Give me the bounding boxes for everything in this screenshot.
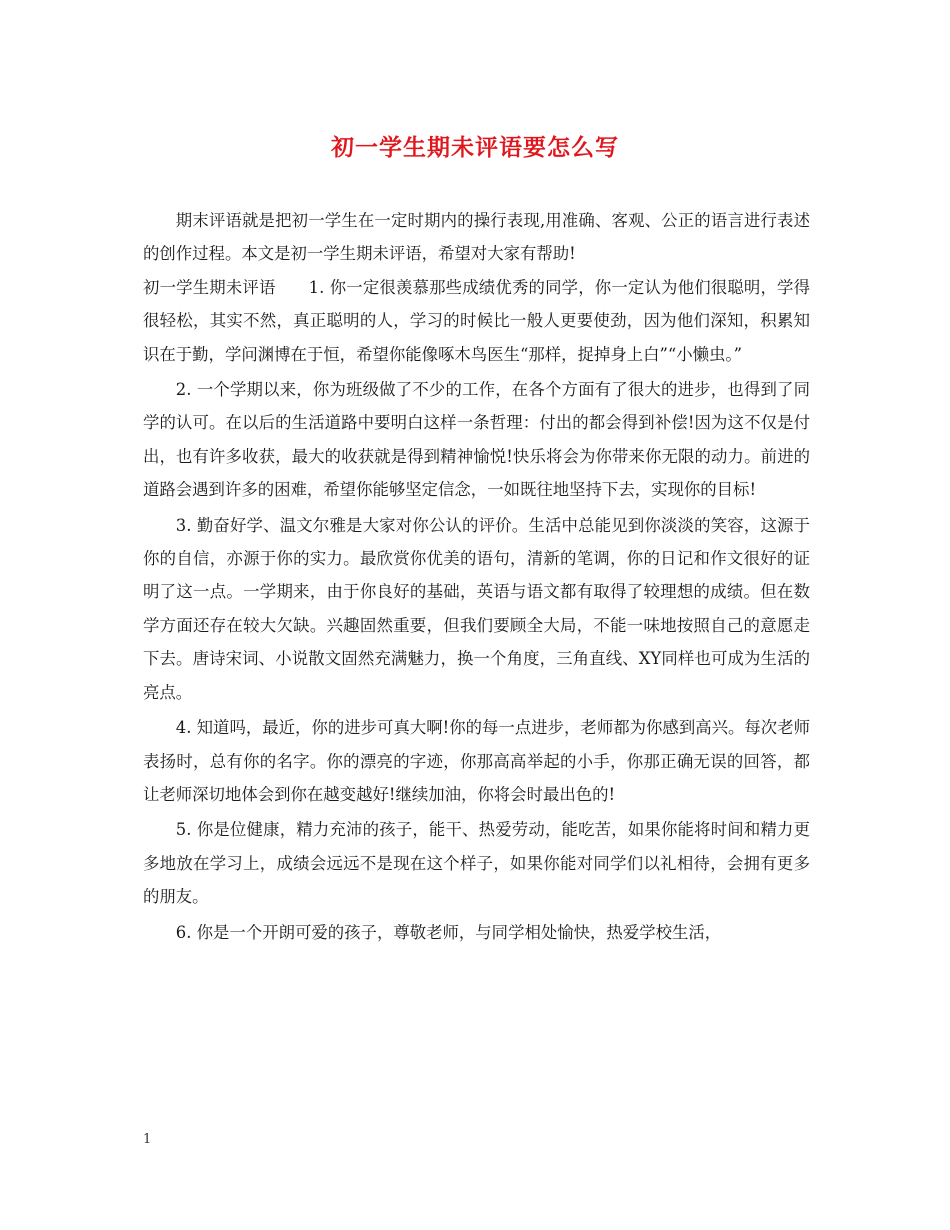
intro-paragraph: 期末评语就是把初一学生在一定时期内的操行表现,用准确、客观、公正的语言进行表述的创作过程。本文是初一学生期未评语，希望对大家有帮助! <box>143 211 810 264</box>
comment-paragraph-6: 6. 你是一个开朗可爱的孩子，尊敬老师，与同学相处愉快，热爱学校生活， <box>175 922 722 942</box>
comment-paragraph-4: 4. 知道吗，最近，你的进步可真大啊!你的每一点进步，老师都为你感到高兴。每次老师表扬时，总有你的名字。你的漂亮的字迹，你那高高举起的小手，你那正确无误的回答，都让老师深切地体会到你在越变越好!继续加油，你将会时最出色的! <box>143 718 810 804</box>
comment-paragraph-1: 初一学生期未评语 1. 你一定很羡慕那些成绩优秀的同学，你一定认为他们很聪明，学得很轻松，其实不然，真正聪明的人，学习的时候比一般人更要使劲，因为他们深知，积累知识在于勤，学问渊博在于恒，希望你能像啄木鸟医生“那样，捉掉身上白”“小懒虫。” <box>143 277 810 364</box>
comment-paragraph-2: 2. 一个学期以来，你为班级做了不少的工作，在各个方面有了很大的进步，也得到了同学的认可。在以后的生活道路中要明白这样一条哲理：付出的都会得到补偿!因为这不仅是付出，也有许多收获，最大的收获就是得到精神愉悦!快乐将会为你带来你无限的动力。前进的道路会遇到许多的困难，希望你能够坚定信念，一如既往地坚持下去，实现你的目标! <box>143 380 810 500</box>
document-title: 初一学生期未评语要怎么写 <box>331 134 619 161</box>
comment-paragraph-5: 5. 你是位健康，精力充沛的孩子，能干、热爱劳动，能吃苦，如果你能将时间和精力更多地放在学习上，成绩会远远不是现在这个样子，如果你能对同学们以礼相待，会拥有更多的朋友。 <box>143 820 810 907</box>
document-body <box>143 204 810 949</box>
page-number: 1 <box>143 1132 152 1147</box>
comment-paragraph-3: 3. 勤奋好学、温文尔雅是大家对你公认的评价。生活中总能见到你淡淡的笑容，这源于你的自信，亦源于你的实力。最欣赏你优美的语句，清新的笔调，你的日记和作文很好的证明了这一点。一学期来，由于你良好的基础，英语与语文都有取得了较理想的成绩。但在数学方面还存在较大欠缺。兴趣固然重要，但我们要顾全大局，不能一味地按照自己的意愿走下去。唐诗宋词、小说散文固然充满魅力，换一个角度，三角直线、XY同样也可成为生活的亮点。 <box>143 515 810 702</box>
